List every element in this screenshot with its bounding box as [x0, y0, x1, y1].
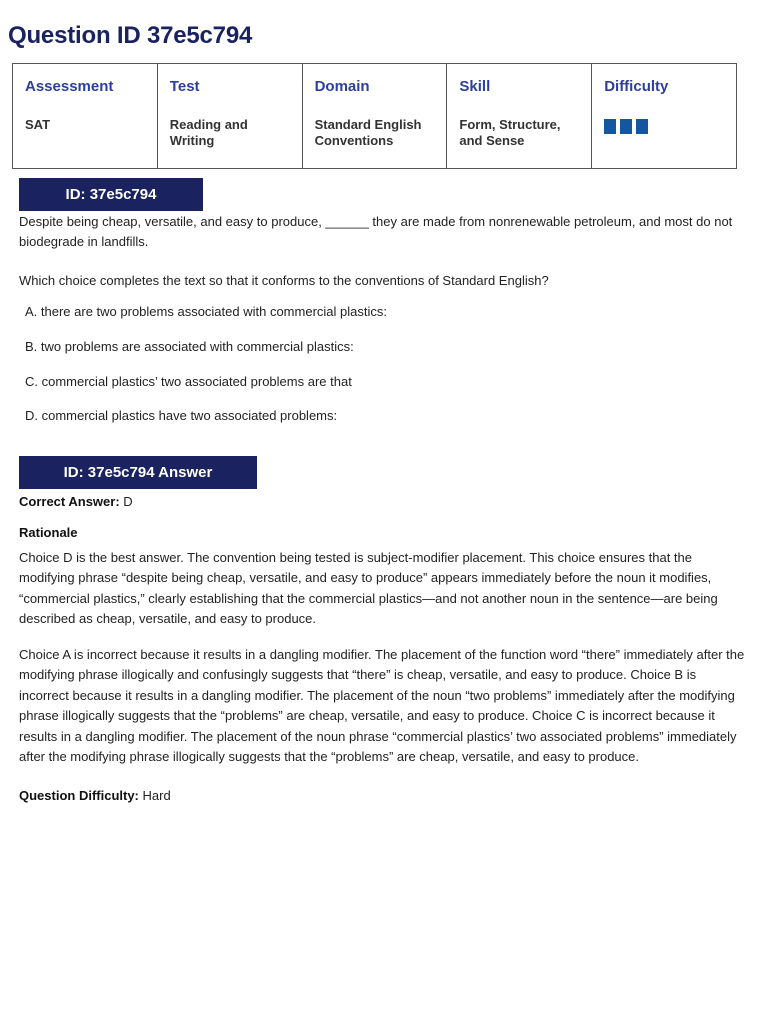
test-header: Test: [169, 78, 200, 95]
rationale-heading: Rationale: [19, 525, 78, 540]
question-prompt: Which choice completes the text so that it conforms to the conventions of Standard English?: [19, 273, 549, 288]
domain-header: Domain: [314, 78, 370, 95]
assessment-value: SAT: [25, 117, 51, 132]
domain-value: [315, 117, 435, 149]
choice-a: A. there are two problems associated with commercial plastics:: [25, 304, 387, 319]
correct-answer-line: [19, 492, 749, 512]
skill-value: [459, 117, 579, 149]
skill-value-line2: and Sense: [459, 133, 525, 148]
difficulty-bar: [604, 119, 616, 134]
domain-cell: [302, 64, 447, 169]
difficulty-bars: [604, 119, 724, 134]
skill-header: Skill: [459, 78, 491, 95]
question-difficulty-line: [19, 786, 749, 806]
difficulty-bar: [620, 119, 632, 134]
correct-answer-value: D: [123, 494, 133, 509]
skill-cell: [447, 64, 592, 169]
choice-b: B. two problems are associated with commercial plastics:: [25, 339, 354, 354]
difficulty-cell: [592, 64, 737, 169]
question-id-banner: ID: 37e5c794: [19, 178, 203, 211]
domain-value-line1: Standard English: [314, 117, 422, 132]
answer-id-banner: ID: 37e5c794 Answer: [19, 456, 257, 489]
assessment-cell: [13, 64, 158, 169]
question-metadata-table: [12, 63, 737, 169]
test-cell: [157, 64, 302, 169]
test-value: Reading and Writing: [169, 117, 248, 148]
question-difficulty-label: Question Difficulty:: [19, 788, 139, 803]
choice-d: D. commercial plastics have two associated problems:: [25, 408, 338, 423]
assessment-header: Assessment: [25, 78, 114, 95]
question-difficulty-value: Hard: [142, 788, 171, 803]
choice-c: C. commercial plastics’ two associated problems are that: [25, 374, 352, 389]
rationale-paragraph-2: Choice A is incorrect because it results in a dangling modifier. The placement of the function word “there” immediately after the modifying phrase illogically and confusingly suggests that “there” is cheap, versatile, and easy to produce. Choice B is incorrect because it results in a dangling modifier. The placement of the noun “two problems” immediately after the modifying phrase illogically suggests that the “problems” are cheap, versatile, and easy to produce. Choice C is incorrect because it results in a dangling modifier. The placement of the noun phrase “commercial plastics’ two associated problems” immediately after the modifying phrase illogically suggests that the “problems” are cheap, versatile, and easy to produce.: [19, 647, 745, 765]
correct-answer-label: Correct Answer:: [19, 494, 120, 509]
question-passage: Despite being cheap, versatile, and easy to produce, ______ they are made from nonrenewable petroleum, and most do not biodegrade in landfills.: [19, 214, 733, 250]
rationale-paragraph-1: Choice D is the best answer. The convention being tested is subject-modifier placement. This choice ensures that the modifying phrase “despite being cheap, versatile, and easy to produce” appears immediately before the noun it modifies, “commercial plastics,” clearly establishing that the commercial plastics—and not another noun in the sentence—are being described as cheap, versatile, and easy to produce.: [19, 550, 718, 627]
difficulty-bar: [636, 119, 648, 134]
domain-value-line2: Conventions: [314, 133, 394, 148]
page-title: Question ID 37e5c794: [8, 22, 253, 49]
difficulty-header: Difficulty: [604, 78, 669, 95]
skill-value-line1: Form, Structure,: [459, 117, 561, 132]
